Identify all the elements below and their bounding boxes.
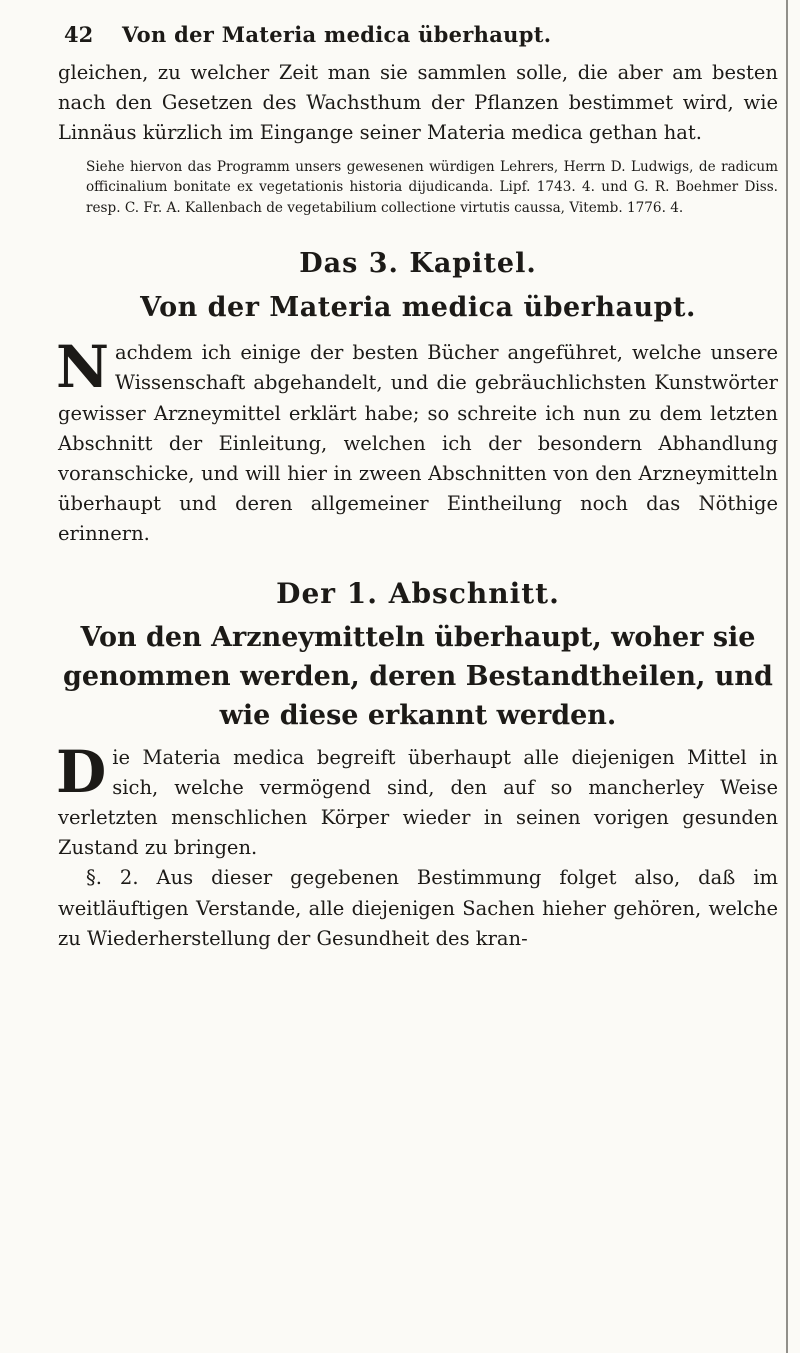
section-paragraph <box>56 737 778 864</box>
chapter-title: Von der Materia medica überhaupt. <box>140 292 696 324</box>
section-title: Von den Arzneymitteln überhaupt, woher sie genommen werden, deren Bestandtheilen, und wie diese erkannt werden. <box>63 621 773 731</box>
page-number: 42 <box>64 22 94 47</box>
chapter-label: Das 3. Kapitel. <box>299 248 537 280</box>
drop-cap-initial: D <box>56 737 107 806</box>
page-edge-line <box>786 0 788 1353</box>
footnote: Siehe hiervon das Programm unsers gewesenen würdigen Lehrers, Herrn D. Ludwigs, de radicum officinalium bonitate ex vegetationis historia dijudicanda. Lipf. 1743. 4. und G. R. Boehmer Diss. resp. C. Fr. A. Kallenbach de vegetabilium collectione virtutis caussa, Vitemb. 1776. 4. <box>86 158 778 216</box>
page-content <box>58 12 778 954</box>
running-head <box>58 12 778 58</box>
paragraph-2: §. 2. Aus dieser gegebenen Bestimmung folget also, daß im weitläuftigen Verstande, alle diejenigen Sachen hieher gehören, welche zu Wiederherstellung der Gesundheit des kran- <box>58 866 778 950</box>
section-label: Der 1. Abschnitt. <box>276 576 560 610</box>
chapter-paragraph-text: achdem ich einige der besten Bücher angeführet, welche unsere Wissenschaft abgehandelt, und die gebräuchlichsten Kunstwörter gewisser Arzneymittel erklärt habe; so schreite ich nun zu dem letzten Abschnitt der Einleitung, welchen ich der besondern Abhandlung voranschicke, und will hier in zween Abschnitten von den Arzneymitteln überhaupt und deren allgemeiner Eintheilung noch das Nöthige erinnern. <box>58 341 778 546</box>
chapter-paragraph <box>56 333 778 549</box>
section-paragraph-text: ie Materia medica begreift überhaupt alle diejenigen Mittel in sich, welche vermögend sind, den auf so mancherley Weise verletzten menschlichen Körper wieder in seinen vorigen gesunden Zustand zu bringen. <box>58 745 778 860</box>
running-head-title: Von der Materia medica überhaupt. <box>122 22 552 47</box>
intro-paragraph: gleichen, zu welcher Zeit man sie sammlen solle, die aber am besten nach den Gesetzen des Wachsthum der Pflanzen bestimmet wird, wie Linnäus kürzlich im Eingange seiner Materia medica gethan hat. <box>58 61 778 145</box>
drop-cap-initial: N <box>56 333 110 402</box>
